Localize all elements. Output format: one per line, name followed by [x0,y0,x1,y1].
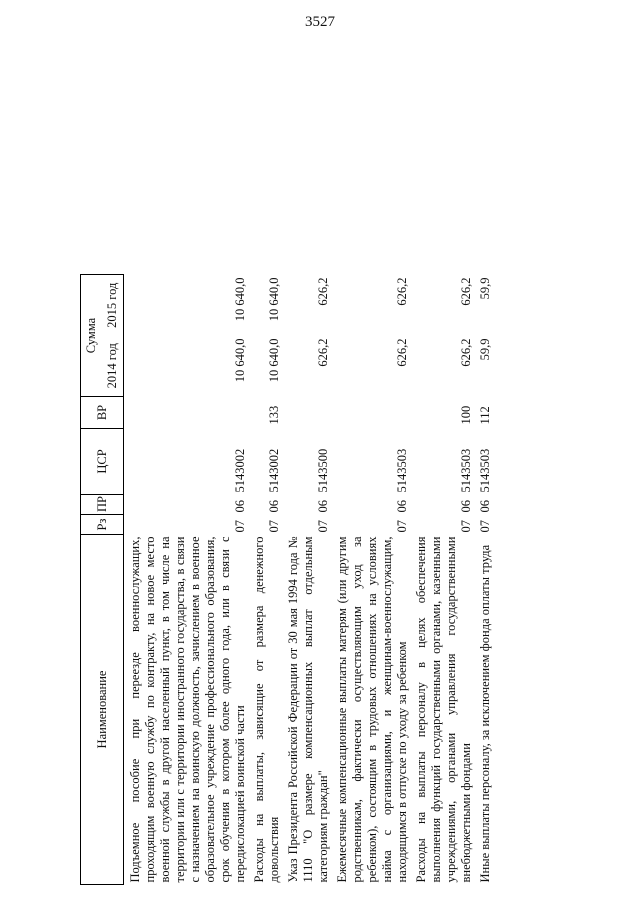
row-name: Расходы на выплаты персоналу в целях обеспечения выполнения функций государственными органами, казенными учреждениями, органами управления государственными внебюджетными фондами [414,536,473,883]
row-sum-2015: 626,2 [395,277,409,306]
row-sum-2015: 10 640,0 [267,277,281,322]
table-row [282,275,331,885]
row-csr: 5143002 [233,448,247,493]
row-vr [331,397,410,429]
row-sum-2014: 10 640,0 [267,338,281,383]
row-sum-2015: 59,9 [478,277,492,300]
header-name: Наименование [81,535,124,885]
row-pr: 06 [267,500,281,513]
row-sum-2015: 10 640,0 [233,277,247,322]
row-sum-2014: 626,2 [316,338,330,367]
row-pr: 06 [233,500,247,513]
row-sum-2014: 10 640,0 [233,338,247,383]
row-rz: 07 [267,520,281,533]
row-rz: 07 [233,520,247,533]
page-number: 3527 [305,14,335,30]
row-csr: 5143500 [316,448,330,493]
row-pr: 06 [395,500,409,513]
table-row [124,275,249,885]
header-sum: Сумма [81,275,102,397]
row-rz: 07 [478,520,492,533]
row-vr: 100 [459,405,473,425]
row-sum-2014: 59,9 [478,338,492,361]
header-year-2015: 2015 год [101,275,123,336]
table-row [410,275,474,885]
row-rz: 07 [395,520,409,533]
row-name: Ежемесячные компенсационные выплаты матерям (или другим родственникам, фактически осуществляющим уход за ребенком), состоящим в трудовых отношениях на условиях найма с организациями, и женщинам-военнослужащим, находящимся в отпуске по уходу за ребенком [335,536,409,883]
row-csr: 5143503 [459,448,473,493]
row-name: Подъемное пособие при переезде военнослужащих, проходящим военную службу по контракту, на новое место военной службы в другой населенный пункт, в том числе на территории или с территории иностранного государства, в связи с назначением на воинскую должность, зачислением в военное образовательное учреждение профессионального образования, срок обучения в котором более одного года, или в связи с передислокацией воинской части [128,536,247,883]
row-csr: 5143002 [267,448,281,493]
header-vr: ВР [81,397,124,429]
budget-table [80,274,493,885]
table-row [248,275,282,885]
row-vr [124,397,249,429]
header-pr: ПР [81,495,124,515]
rotated-table-wrapper [80,275,510,885]
table-body [124,275,494,885]
row-vr [282,397,331,429]
row-csr: 5143503 [395,448,409,493]
row-sum-2015: 626,2 [459,277,473,306]
row-vr: 112 [478,406,492,425]
row-sum-2014: 626,2 [395,338,409,367]
row-csr: 5143503 [478,448,492,493]
row-rz: 07 [316,520,330,533]
table-header [81,275,124,885]
row-sum-2015: 626,2 [316,277,330,306]
row-name: Иные выплаты персоналу, за исключением фонда оплаты труда [478,544,492,883]
header-csr: ЦСР [81,429,124,495]
row-name: Расходы на выплаты, зависящие от размера денежного довольствия [252,536,281,883]
header-rz: Рз [81,515,124,535]
row-vr: 133 [267,405,281,425]
row-rz: 07 [459,520,473,533]
table-row [331,275,410,885]
row-name: Указ Президента Российской Федерации от 30 мая 1994 года № 1110 "О размере компенсационных выплат отдельным категориям граждан" [286,536,330,883]
table-row [474,275,493,885]
row-sum-2014: 626,2 [459,338,473,367]
row-pr: 06 [316,500,330,513]
row-pr: 06 [459,500,473,513]
row-pr: 06 [478,500,492,513]
header-year-2014: 2014 год [101,336,123,397]
